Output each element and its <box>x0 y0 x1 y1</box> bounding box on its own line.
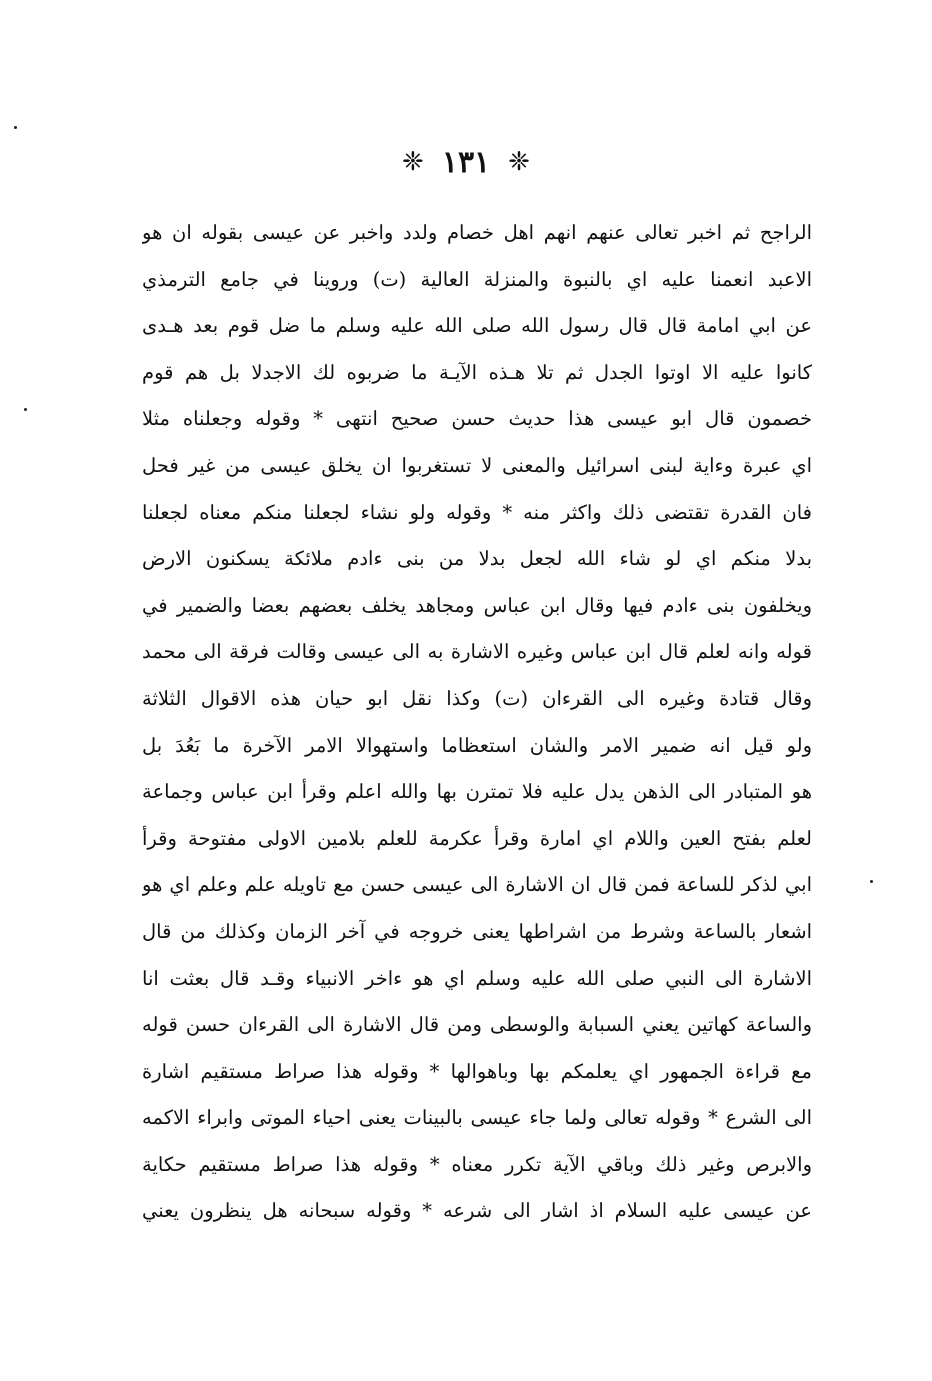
text-line: بدلا منكم اي لو شاء الله لجعل بدلا من بنى ءادم ملائكة يسكنون الارض <box>142 547 812 571</box>
text-line: اشعار بالساعة وشرط من اشراطها يعنى خروجه في آخر الزمان وكذلك من قال <box>142 919 812 943</box>
text-line: لعلم بفتح العين واللام اي امارة وقرأ عكرمة للعلم بلامين الاولى مفتوحة وقرأ <box>142 826 812 850</box>
text-line: الاشارة الى النبي صلى الله عليه وسلم اي هو ءاخر الانبياء وقـد قال بعثت انا <box>142 966 812 990</box>
ornament-left-icon: ❈ <box>402 147 424 177</box>
text-line: كانوا عليه الا اوتوا الجدل ثم تلا هـذه الآيـة ما ضربوه لك الاجدلا بل هم قوم <box>142 360 812 384</box>
text-line: قوله وانه لعلم قال ابن عباس وغيره الاشارة به الى عيسى وقالت فرقة الى محمد <box>142 640 812 664</box>
text-line: ويخلفون بنى ءادم فيها وقال ابن عباس ومجاهد يخلف بعضهم بعضا والضمير في <box>142 593 812 617</box>
text-line: عن عيسى عليه السلام اذ اشار الى شرعه * وقوله سبحانه هل ينظرون يعني <box>142 1199 812 1223</box>
text-line: مع قراءة الجمهور اي يعلمكم بها وباهوالها * وقوله هذا صراط مستقيم اشارة <box>142 1059 812 1083</box>
scan-speck <box>870 880 873 883</box>
text-line: فان القدرة تقتضى ذلك واكثر منه * وقوله ولو نشاء لجعلنا منكم معناه لجعلنا <box>142 500 812 524</box>
scan-speck <box>14 126 17 129</box>
text-line: الراجح ثم اخبر تعالى عنهم انهم اهل خصام ولدد واخبر عن عيسى بقوله ان هو <box>142 221 812 244</box>
scan-speck <box>24 408 27 411</box>
page-number: ١٣١ <box>441 144 491 180</box>
text-line: اي عبرة وءاية لبنى اسرائيل والمعنى لا تستغربوا ان يخلق عيسى من غير فحل <box>142 453 812 477</box>
text-line: الى الشرع * وقوله تعالى ولما جاء عيسى بالبينات يعنى احياء الموتى وابراء الاكمه <box>142 1106 812 1130</box>
ornament-right-icon: ❈ <box>508 147 530 177</box>
text-line: الاعبد انعمنا عليه اي بالنبوة والمنزلة العالية (ت) وروينا في جامع الترمذي <box>142 267 812 291</box>
text-line: خصمون قال ابو عيسى هذا حديث حسن صحيح انتهى * وقوله وجعلناه مثلا <box>142 407 812 431</box>
text-line: ولو قيل انه ضمير الامر والشان استعظاما واستهوالا الامر الآخرة ما بَعُدَ بل <box>142 733 812 757</box>
body-text <box>142 210 812 1235</box>
text-line: والابرص وغير ذلك وباقي الآية تكرر معناه * وقوله هذا صراط مستقيم حكاية <box>142 1152 812 1176</box>
text-line: والساعة كهاتين يعني السبابة والوسطى ومن قال الاشارة الى القرءان حسن قوله <box>142 1013 812 1037</box>
text-line: ابي لذكر للساعة فمن قال ان الاشارة الى عيسى حسن مع تاويله علم وعلم اي هو <box>142 873 812 897</box>
page-header <box>0 140 932 184</box>
text-line: هو المتبادر الى الذهن يدل عليه فلا تمترن بها والله اعلم وقرأ ابن عباس وجماعة <box>142 780 812 804</box>
text-line: عن ابي امامة قال قال رسول الله صلى الله عليه وسلم ما ضل قوم بعد هـدى <box>142 314 812 338</box>
text-line: وقال قتادة وغيره الى القرءان (ت) وكذا نقل ابو حيان هذه الاقوال الثلاثة <box>142 686 812 710</box>
